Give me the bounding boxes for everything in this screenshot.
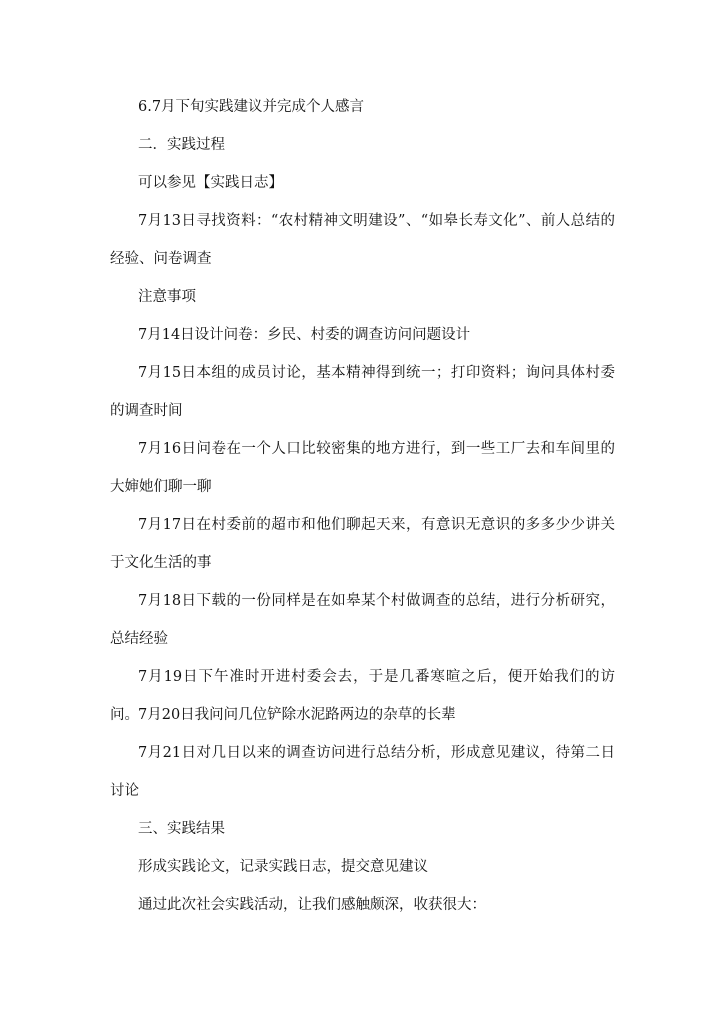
paragraph-july-13: 7月13日寻找资料：“农村精神文明建设”、“如皋长寿文化”、前人总结的经验、问卷调查 (110, 213, 615, 267)
paragraph-results-summary: 形成实践论文，记录实践日志，提交意见建议 (138, 859, 428, 875)
paragraph-july-20: 7月20日我问问几位铲除水泥路两边的杂草的长辈 (138, 707, 456, 723)
paragraph-reflection: 通过此次社会实践活动，让我们感触颇深，收获很大： (138, 897, 486, 913)
paragraph-see-log: 可以参见【实践日志】 (138, 175, 283, 191)
paragraph-july-17: 7月17日在村委前的超市和他们聊起天来，有意识无意识的多多少少讲关于文化生活的事 (110, 517, 615, 571)
section-heading-practice-results: 三、实践结果 (138, 821, 225, 837)
paragraph-july-15: 7月15日本组的成员讨论，基本精神得到统一；打印资料；询问具体村委的调查时间 (110, 365, 615, 419)
section-heading-practice-process: 二．实践过程 (138, 137, 225, 153)
paragraph-notes: 注意事项 (138, 289, 196, 305)
paragraph-july-21: 7月21日对几日以来的调查访问进行总结分析，形成意见建议，待第二日讨论 (110, 745, 615, 799)
paragraph-july-19: 7月19日下午准时开进村委会去，于是几番寒暄之后，便开始我们的访问。 (110, 669, 615, 723)
paragraph-schedule-late-july: 6.7月下旬实践建议并完成个人感言 (138, 99, 365, 115)
paragraph-july-18: 7月18日下载的一份同样是在如皋某个村做调查的总结，进行分析研究，总结经验 (110, 593, 615, 647)
paragraph-july-16: 7月16日问卷在一个人口比较密集的地方进行，到一些工厂去和车间里的大婶她们聊一聊 (110, 441, 615, 495)
paragraph-july-14: 7月14日设计问卷：乡民、村委的调查访问问题设计 (138, 327, 471, 343)
